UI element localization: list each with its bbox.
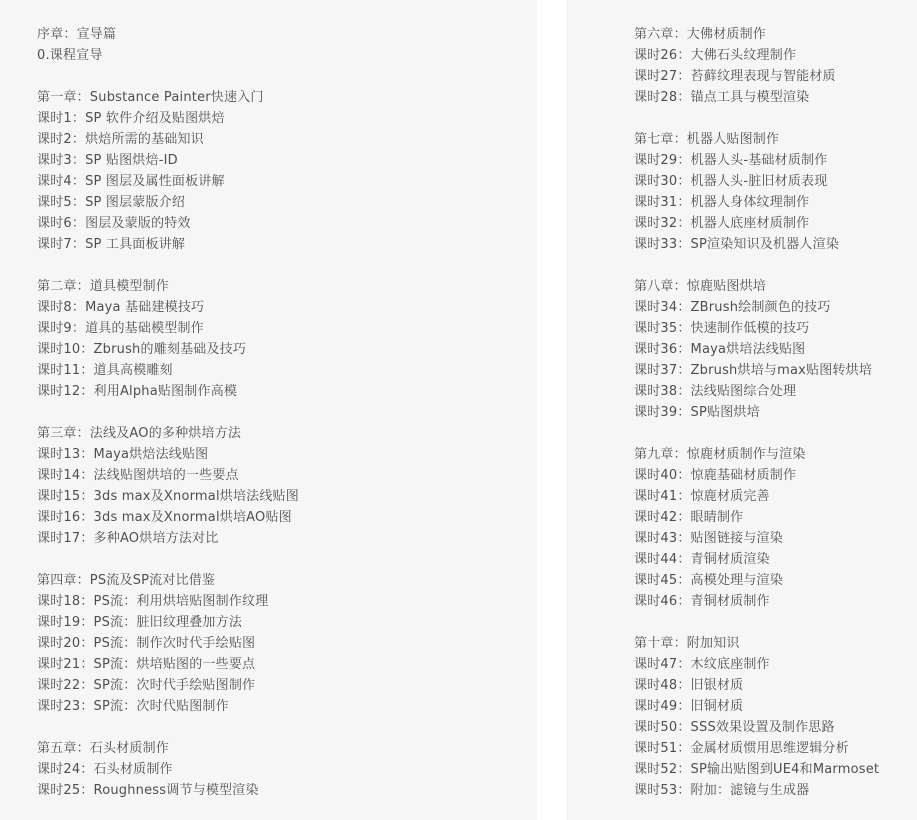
lesson-item: 课时36：Maya烘培法线贴图 [634, 342, 806, 357]
chapter-spacer [37, 255, 537, 276]
lesson-item: 课时42：眼睛制作 [634, 510, 744, 525]
lesson-item: 课时5：SP 图层蒙版介绍 [37, 195, 186, 210]
lesson-item: 课时49：旧铜材质 [634, 699, 744, 714]
chapter-heading: 第九章：惊鹿材质制作与渲染 [634, 447, 806, 462]
chapter-heading: 第一章：Substance Painter快速入门 [37, 90, 264, 105]
lesson-item: 课时38：法线贴图综合处理 [634, 384, 797, 399]
chapter-spacer [37, 402, 537, 423]
lesson-item: 课时9：道具的基础模型制作 [37, 321, 204, 336]
lesson-item: 课时43：贴图链接与渲染 [634, 531, 783, 546]
lesson-item: 课时11：道具高模雕刻 [37, 363, 173, 378]
chapter-heading: 第七章：机器人贴图制作 [634, 132, 780, 147]
lesson-item: 课时21：SP流：烘培贴图的一些要点 [37, 657, 256, 672]
lesson-item: 课时30：机器人头-脏旧材质表现 [634, 174, 828, 189]
lesson-item: 课时10：Zbrush的雕刻基础及技巧 [37, 342, 247, 357]
lesson-item: 课时37：Zbrush烘培与max贴图转烘培 [634, 363, 873, 378]
lesson-item: 课时45：高模处理与渲染 [634, 573, 783, 588]
lesson-item: 课时8：Maya 基础建模技巧 [37, 300, 205, 315]
lesson-item: 课时16：3ds max及Xnormal烘培AO贴图 [37, 510, 292, 525]
lesson-item: 课时4：SP 图层及属性面板讲解 [37, 174, 225, 189]
lesson-item: 课时26：大佛石头纹理制作 [634, 48, 797, 63]
chapter-heading: 第二章：道具模型制作 [37, 279, 170, 294]
lesson-item: 课时40：惊鹿基础材质制作 [634, 468, 797, 483]
chapter-spacer [634, 612, 917, 633]
chapter-spacer [634, 108, 917, 129]
course-outline-right-column [566, 0, 917, 820]
lesson-item: 课时24：石头材质制作 [37, 762, 173, 777]
lesson-item: 课时7：SP 工具面板讲解 [37, 237, 186, 252]
lesson-item: 课时2：烘焙所需的基础知识 [37, 132, 204, 147]
chapter-spacer [634, 255, 917, 276]
lesson-item: 课时50：SSS效果设置及制作思路 [634, 720, 835, 735]
lesson-item: 课时46：青铜材质制作 [634, 594, 770, 609]
lesson-item: 课时41：惊鹿材质完善 [634, 489, 770, 504]
lesson-item: 课时53：附加：滤镜与生成器 [634, 783, 810, 798]
lesson-item: 课时39：SP贴图烘培 [634, 405, 760, 420]
chapter-spacer [37, 66, 537, 87]
chapter-heading: 第六章：大佛材质制作 [634, 27, 767, 42]
chapter-heading: 第十章：附加知识 [634, 636, 740, 651]
lesson-item: 课时35：快速制作低模的技巧 [634, 321, 810, 336]
chapter-heading: 序章：宣导篇 [37, 27, 117, 42]
chapter-heading: 第八章：惊鹿贴图烘培 [634, 279, 767, 294]
lesson-item: 课时20：PS流：制作次时代手绘贴图 [37, 636, 256, 651]
chapter-heading: 第五章：石头材质制作 [37, 741, 170, 756]
lesson-item: 课时52：SP输出贴图到UE4和Marmoset [634, 762, 880, 777]
lesson-item: 课时12：利用Alpha贴图制作高模 [37, 384, 238, 399]
lesson-item: 课时44：青铜材质渲染 [634, 552, 770, 567]
lesson-item: 课时3：SP 贴图烘焙-ID [37, 153, 178, 168]
lesson-item: 课时32：机器人底座材质制作 [634, 216, 810, 231]
lesson-item: 课时31：机器人身体纹理制作 [634, 195, 810, 210]
lesson-item: 课时19：PS流：脏旧纹理叠加方法 [37, 615, 243, 630]
lesson-item: 课时6：图层及蒙版的特效 [37, 216, 191, 231]
chapter-spacer [37, 549, 537, 570]
lesson-item: 课时34：ZBrush绘制颜色的技巧 [634, 300, 831, 315]
lesson-item: 课时28：锚点工具与模型渲染 [634, 90, 810, 105]
lesson-item: 课时23：SP流：次时代贴图制作 [37, 699, 229, 714]
lesson-item: 课时13：Maya烘焙法线贴图 [37, 447, 209, 462]
lesson-item: 课时29：机器人头-基础材质制作 [634, 153, 828, 168]
lesson-item: 课时33：SP渲染知识及机器人渲染 [634, 237, 840, 252]
lesson-item: 课时51：金属材质惯用思维逻辑分析 [634, 741, 849, 756]
lesson-item: 课时25：Roughness调节与模型渲染 [37, 783, 259, 798]
lesson-item: 课时17：多种AO烘培方法对比 [37, 531, 219, 546]
chapter-spacer [37, 717, 537, 738]
lesson-item: 课时47：木纹底座制作 [634, 657, 770, 672]
lesson-item: 课时48：旧银材质 [634, 678, 744, 693]
lesson-item: 0.课程宣导 [37, 48, 103, 63]
lesson-item: 课时15：3ds max及Xnormal烘培法线贴图 [37, 489, 299, 504]
chapter-spacer [634, 423, 917, 444]
lesson-item: 课时1：SP 软件介绍及贴图烘焙 [37, 111, 225, 126]
chapter-heading: 第四章：PS流及SP流对比借鉴 [37, 573, 216, 588]
chapter-heading: 第三章：法线及AO的多种烘培方法 [37, 426, 242, 441]
lesson-item: 课时22：SP流：次时代手绘贴图制作 [37, 678, 256, 693]
lesson-item: 课时18：PS流：利用烘培贴图制作纹理 [37, 594, 269, 609]
lesson-item: 课时14：法线贴图烘培的一些要点 [37, 468, 239, 483]
lesson-item: 课时27：苔藓纹理表现与智能材质 [634, 69, 836, 84]
